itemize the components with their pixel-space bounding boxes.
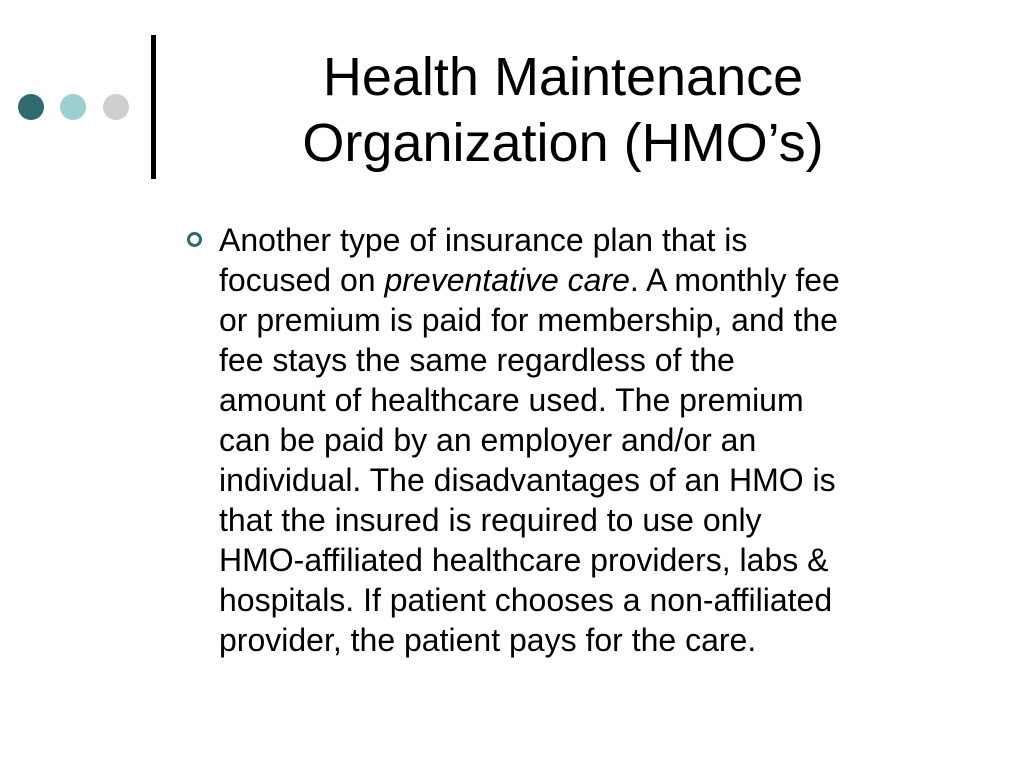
bullet-item <box>219 220 954 660</box>
bullet-line-4: fee stays the same regardless of the <box>219 342 735 378</box>
bullet-line-6: can be paid by an employer and/or an <box>219 422 757 458</box>
bullet-line-5: amount of healthcare used. The premium <box>219 382 804 418</box>
slide-title-line-2: Organization (HMO’s) <box>302 113 824 173</box>
decor-dot-gray <box>103 94 129 120</box>
bullet-line-2-post: . A monthly fee <box>629 262 840 298</box>
slide-title <box>200 44 926 176</box>
bullet-line-1: Another type of insurance plan that is <box>219 222 748 258</box>
bullet-line-2 <box>219 260 954 300</box>
bullet-line-3: or premium is paid for membership, and the <box>219 302 838 338</box>
bullet-line-2-pre: focused on <box>219 262 385 298</box>
bullet-line-10: hospitals. If patient chooses a non-affiliated <box>219 582 833 618</box>
bullet-ring-icon <box>187 232 202 247</box>
decor-dot-dark <box>18 94 44 120</box>
bullet-line-11: provider, the patient pays for the care. <box>219 622 757 658</box>
decor-dot-light <box>60 94 86 120</box>
bullet-line-9: HMO-affiliated healthcare providers, labs & <box>219 542 829 578</box>
bullet-line-7: individual. The disadvantages of an HMO is <box>219 462 836 498</box>
slide-title-line-1: Health Maintenance <box>322 47 804 107</box>
title-divider <box>151 35 156 179</box>
emphasis-preventative-care: preventative care <box>384 262 630 298</box>
bullet-line-8: that the insured is required to use only <box>219 502 762 538</box>
